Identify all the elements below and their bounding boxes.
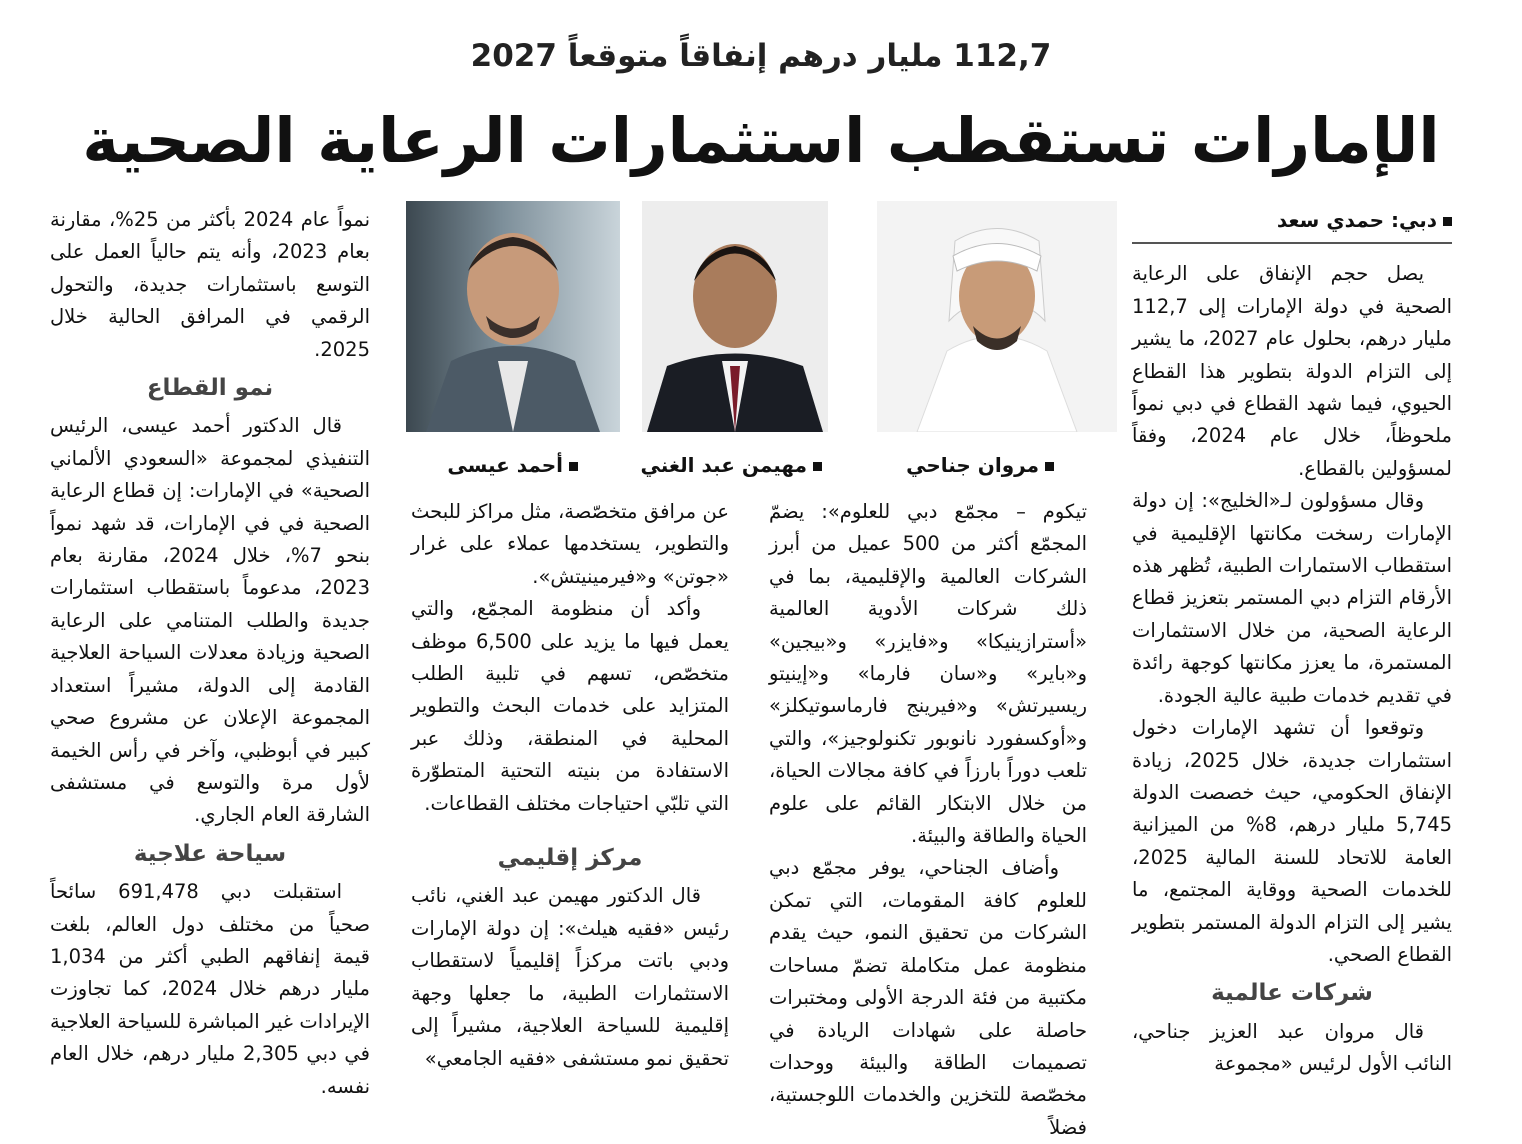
paragraph: نمواً عام 2024 بأكثر من 25%، مقارنة بعام 2023، وأنه يتم حالياً العمل على التوسع باستثمارات جديدة، والتحول الرقمي في المرافق الحالية خلال 2025. xyxy=(50,208,370,361)
kicker: 112,7 مليار درهم إنفاقاً متوقعاً 2027 xyxy=(470,38,1052,74)
column-2 xyxy=(769,496,1087,1144)
square-bullet-icon xyxy=(1045,462,1054,471)
caption-ahmed-eissa: أحمد عيسى xyxy=(447,453,578,477)
paragraph: تيكوم – مجمّع دبي للعلوم»: يضمّ المجمّع أكثر من 500 عميل من أبرز الشركات العالمية والإقليمية، بما في ذلك شركات الأدوية العالمية «أسترازينيكا» و«فايزر» و«بيجين» و«باير» و«سان فارما» و«إينيتو ريسيرتش» و«فيرينج فارماسوتيكلز» و«أوكسفورد نانوبور تكنولوجيز»، والتي تلعب دوراً بارزاً في كافة مجالات الحياة، من خلال الابتكار القائم على علوم الحياة والطاقة والبيئة. xyxy=(769,500,1087,848)
paragraph: قال الدكتور مهيمن عبد الغني، نائب رئيس «فقيه هيلث»: إن دولة الإمارات ودبي باتت مركزاً إقليمياً لاستقطاب الاستثمارات الطبية، ما جعلها وجهة إقليمية للسياحة العلاجية، مشيراً إلى تحقيق نمو مستشفى «فقيه الجامعي» xyxy=(411,884,729,1070)
column-1 xyxy=(1132,204,1452,1081)
paragraph: يصل حجم الإنفاق على الرعاية الصحية في دولة الإمارات إلى 112,7 مليار درهم، بحلول عام 2027، ما يشير إلى التزام الدولة بتطوير هذا القطاع الحيوي، فيما شهد القطاع في دبي نمواً ملحوظاً، خلال عام 2024، وفقاً لمسؤولين بالقطاع. xyxy=(1132,262,1452,480)
paragraph: استقبلت دبي 691,478 سائحاً صحياً من مختلف دول العالم، بلغت قيمة إنفاقهم الطبي أكثر من 1,034 مليار درهم خلال 2024، كما تجاوزت الإيرادات غير المباشرة للسياحة العلاجية في دبي 2,305 مليار درهم، خلال العام نفسه. xyxy=(50,880,370,1098)
column-4 xyxy=(50,204,370,1103)
photo-marwan-janahi xyxy=(877,201,1117,432)
caption-marwan-janahi: مروان جناحي xyxy=(906,453,1054,477)
byline: دبي: حمدي سعد xyxy=(1132,204,1452,244)
headline: الإمارات تستقطب استثمارات الرعاية الصحية xyxy=(82,104,1440,177)
paragraph: وقال مسؤولون لـ«الخليج»: إن دولة الإمارات رسخت مكانتها الإقليمية في استقطاب الاستمارات الطبية، تُظهر هذه الأرقام التزام دبي المستمر بتعزيز قطاع الرعاية الصحية، من خلال الاستثمارات المستمرة، ما يعزز مكانتها كوجهة رائدة في تقديم خدمات طبية عالية الجودة. xyxy=(1132,489,1452,707)
square-bullet-icon xyxy=(569,462,578,471)
paragraph: وأضاف الجناحي، يوفر مجمّع دبي للعلوم كافة المقومات، التي تمكن الشركات من تحقيق النمو، حيث يقدم منظومة عمل متكاملة تضمّ مساحات مكتبية من فئة الدرجة الأولى ومختبرات حاصلة على شهادات الريادة في تصميمات الطاقة والبيئة ووحدات مخصّصة للتخزين والخدمات اللوجستية، فضلاً xyxy=(769,856,1087,1139)
subheading: شركات عالمية xyxy=(1211,980,1373,1007)
caption-muhaimen-abdelghani: مهيمن عبد الغني xyxy=(640,453,822,477)
subheading: نمو القطاع xyxy=(146,375,274,402)
subheading: مركز إقليمي xyxy=(497,845,643,872)
square-bullet-icon xyxy=(813,462,822,471)
paragraph: قال الدكتور أحمد عيسى، الرئيس التنفيذي لمجموعة «السعودي الألماني الصحية» في الإمارات: إن قطاع الرعاية الصحية في في الإمارات، قد شهد نمواً بنحو 7%، خلال 2024، مقارنة بعام 2023، مدعوماً باستقطاب استثمارات جديدة والطلب المتنامي على الرعاية الصحية وزيادة معدلات السياحة العلاجية القادمة إلى الدولة، مشيراً استعداد المجموعة الإعلان عن مشروع صحي كبير في أبوظبي، وآخر في رأس الخيمة لأول مرة والتوسع في مستشفى الشارقة العام الجاري. xyxy=(50,414,371,827)
square-bullet-icon xyxy=(1443,217,1452,226)
paragraph: وأكد أن منظومة المجمّع، والتي يعمل فيها ما يزيد على 6,500 موظف متخصّص، تسهم في تلبية الطلب المتزايد على خدمات البحث والتطوير المحلية في المنطقة، وذلك عبر الاستفادة من بنيته التحتية المتطوّرة التي تلبّي احتياجات مختلف القطاعات. xyxy=(411,597,729,815)
paragraph: وتوقعوا أن تشهد الإمارات دخول استثمارات جديدة، خلال 2025، زيادة الإنفاق الحكومي، حيث خصصت الدولة 5,745 مليار درهم، 8% من الميزانية العامة للاتحاد للسنة المالية 2025، للخدمات الصحية ووقاية المجتمع، ما يشير إلى التزام الدولة المستمر بتطوير القطاع الصحي. xyxy=(1132,716,1452,966)
column-3 xyxy=(411,496,729,1075)
subheading: سياحة علاجية xyxy=(133,840,287,867)
photo-muhaimen-abdelghani xyxy=(642,201,828,432)
photo-ahmed-eissa xyxy=(406,201,620,432)
paragraph: قال مروان عبد العزيز جناحي، النائب الأول لرئيس «مجموعة xyxy=(1132,1019,1452,1076)
paragraph: عن مرافق متخصّصة، مثل مراكز للبحث والتطوير، يستخدمها عملاء على غرار «جوتن» و«فيرمينيتش». xyxy=(411,500,729,588)
